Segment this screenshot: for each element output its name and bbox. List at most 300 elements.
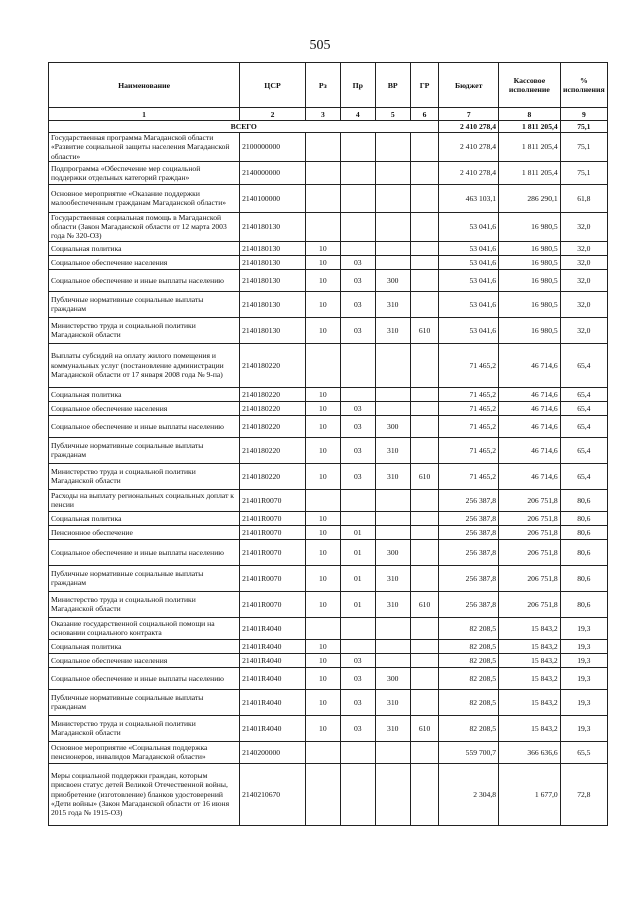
row-gr	[410, 653, 439, 667]
row-gr	[410, 565, 439, 591]
table-row	[49, 667, 608, 689]
row-vr: 310	[375, 463, 410, 489]
row-gr: 610	[410, 591, 439, 617]
row-percent: 80,6	[560, 565, 607, 591]
row-vr	[375, 489, 410, 511]
row-vr	[375, 401, 410, 415]
budget-execution-table	[48, 62, 608, 826]
column-number-row	[49, 108, 608, 121]
row-name: Социальное обеспечение и иные выплаты населению	[49, 269, 240, 291]
row-name: Оказание государственной социальной помощи на основании социального контракта	[49, 617, 240, 639]
row-budget: 71 465,2	[439, 463, 499, 489]
header-cash: Кассовое исполнение	[499, 63, 561, 108]
header-rz: Рз	[305, 63, 340, 108]
row-vr: 300	[375, 415, 410, 437]
row-percent: 19,3	[560, 667, 607, 689]
row-cash: 16 980,5	[499, 291, 561, 317]
row-name: Публичные нормативные социальные выплаты гражданам	[49, 291, 240, 317]
row-rz: 10	[305, 241, 340, 255]
row-percent: 80,6	[560, 591, 607, 617]
row-vr	[375, 741, 410, 763]
row-percent: 80,6	[560, 539, 607, 565]
row-cash: 206 751,8	[499, 525, 561, 539]
table-row	[49, 255, 608, 269]
row-percent: 61,8	[560, 184, 607, 212]
row-pr	[340, 489, 375, 511]
column-number: 4	[340, 108, 375, 121]
row-pr: 01	[340, 525, 375, 539]
row-cash: 15 843,2	[499, 653, 561, 667]
row-cash: 15 843,2	[499, 639, 561, 653]
row-csr: 21401R0070	[240, 525, 306, 539]
row-cash: 46 714,6	[499, 415, 561, 437]
row-pr: 03	[340, 437, 375, 463]
row-gr	[410, 184, 439, 212]
row-name: Подпрограмма «Обеспечение мер социальной поддержки отдельных категорий граждан»	[49, 161, 240, 184]
row-pr: 01	[340, 565, 375, 591]
column-number: 8	[499, 108, 561, 121]
row-csr: 2140180130	[240, 255, 306, 269]
row-budget: 256 387,8	[439, 565, 499, 591]
row-pr	[340, 741, 375, 763]
header-csr: ЦСР	[240, 63, 306, 108]
row-cash: 16 980,5	[499, 255, 561, 269]
row-budget: 53 041,6	[439, 269, 499, 291]
table-row	[49, 591, 608, 617]
row-rz	[305, 617, 340, 639]
row-vr: 310	[375, 591, 410, 617]
row-budget: 256 387,8	[439, 591, 499, 617]
row-csr: 2100000000	[240, 133, 306, 162]
row-percent: 65,4	[560, 415, 607, 437]
row-csr: 21401R4040	[240, 667, 306, 689]
row-budget: 82 208,5	[439, 715, 499, 741]
row-percent: 32,0	[560, 241, 607, 255]
row-gr	[410, 689, 439, 715]
row-pr: 03	[340, 415, 375, 437]
row-name: Государственная программа Магаданской области «Развитие социальной защиты населения Магаданской области»	[49, 133, 240, 162]
row-rz: 10	[305, 415, 340, 437]
row-gr	[410, 741, 439, 763]
row-budget: 2 410 278,4	[439, 133, 499, 162]
row-percent: 32,0	[560, 269, 607, 291]
row-pr: 03	[340, 667, 375, 689]
row-budget: 463 103,1	[439, 184, 499, 212]
row-pr	[340, 133, 375, 162]
row-name: Публичные нормативные социальные выплаты гражданам	[49, 689, 240, 715]
row-gr	[410, 269, 439, 291]
row-percent: 80,6	[560, 525, 607, 539]
row-vr: 310	[375, 715, 410, 741]
row-pr: 03	[340, 255, 375, 269]
row-pr	[340, 161, 375, 184]
row-cash: 16 980,5	[499, 241, 561, 255]
row-percent: 80,6	[560, 489, 607, 511]
row-csr: 2140000000	[240, 161, 306, 184]
row-csr: 2140180220	[240, 387, 306, 401]
column-number: 1	[49, 108, 240, 121]
row-gr	[410, 291, 439, 317]
row-name: Социальное обеспечение и иные выплаты населению	[49, 667, 240, 689]
row-gr	[410, 387, 439, 401]
row-cash: 1 677,0	[499, 763, 561, 825]
row-name: Основное мероприятие «Оказание поддержки малообеспеченным гражданам Магаданской области»	[49, 184, 240, 212]
table-row	[49, 489, 608, 511]
row-pr: 03	[340, 401, 375, 415]
row-budget: 53 041,6	[439, 255, 499, 269]
row-cash: 286 290,1	[499, 184, 561, 212]
row-percent: 32,0	[560, 291, 607, 317]
row-rz: 10	[305, 291, 340, 317]
row-cash: 46 714,6	[499, 401, 561, 415]
row-gr: 610	[410, 463, 439, 489]
row-csr: 2140180220	[240, 343, 306, 387]
table-row	[49, 715, 608, 741]
row-budget: 53 041,6	[439, 317, 499, 343]
row-gr	[410, 415, 439, 437]
row-pr	[340, 241, 375, 255]
row-pr	[340, 763, 375, 825]
row-name: Публичные нормативные социальные выплаты гражданам	[49, 437, 240, 463]
row-csr: 2140180220	[240, 463, 306, 489]
row-cash: 206 751,8	[499, 511, 561, 525]
row-csr: 21401R0070	[240, 511, 306, 525]
row-rz	[305, 184, 340, 212]
row-pr: 03	[340, 291, 375, 317]
column-number: 6	[410, 108, 439, 121]
row-rz: 10	[305, 437, 340, 463]
row-rz: 10	[305, 667, 340, 689]
row-gr	[410, 255, 439, 269]
table-row	[49, 212, 608, 241]
header-gr: ГР	[410, 63, 439, 108]
row-name: Публичные нормативные социальные выплаты гражданам	[49, 565, 240, 591]
row-percent: 19,3	[560, 653, 607, 667]
row-name: Государственная социальная помощь в Магаданской области (Закон Магаданской области от 12 марта 2003 года № 320-ОЗ)	[49, 212, 240, 241]
row-gr	[410, 639, 439, 653]
row-gr	[410, 667, 439, 689]
row-vr: 310	[375, 291, 410, 317]
row-rz	[305, 343, 340, 387]
row-gr: 610	[410, 715, 439, 741]
row-budget: 2 410 278,4	[439, 161, 499, 184]
table-row	[49, 184, 608, 212]
row-rz: 10	[305, 463, 340, 489]
row-budget: 71 465,2	[439, 401, 499, 415]
row-vr	[375, 343, 410, 387]
row-csr: 21401R4040	[240, 617, 306, 639]
row-csr: 21401R0070	[240, 565, 306, 591]
row-rz: 10	[305, 525, 340, 539]
table-row	[49, 639, 608, 653]
table-header-row	[49, 63, 608, 108]
row-budget: 82 208,5	[439, 667, 499, 689]
row-pr	[340, 387, 375, 401]
row-percent: 19,3	[560, 715, 607, 741]
row-rz	[305, 161, 340, 184]
row-name: Выплаты субсидий на оплату жилого помещения и коммунальных услуг (постановление администрации Магаданской области от 17 января 2008 года № 9-па)	[49, 343, 240, 387]
row-pr	[340, 511, 375, 525]
row-vr: 310	[375, 437, 410, 463]
table-row	[49, 437, 608, 463]
row-csr: 2140210670	[240, 763, 306, 825]
row-budget: 53 041,6	[439, 291, 499, 317]
row-gr	[410, 401, 439, 415]
row-percent: 65,5	[560, 741, 607, 763]
row-name: Социальное обеспечение и иные выплаты населению	[49, 415, 240, 437]
row-vr	[375, 511, 410, 525]
row-rz	[305, 133, 340, 162]
row-csr: 21401R0070	[240, 539, 306, 565]
table-row	[49, 511, 608, 525]
row-cash: 46 714,6	[499, 437, 561, 463]
row-budget: 256 387,8	[439, 539, 499, 565]
row-budget: 82 208,5	[439, 617, 499, 639]
row-csr: 2140180130	[240, 212, 306, 241]
row-csr: 2140200000	[240, 741, 306, 763]
row-rz: 10	[305, 255, 340, 269]
row-cash: 15 843,2	[499, 715, 561, 741]
row-percent: 65,4	[560, 387, 607, 401]
row-vr: 300	[375, 667, 410, 689]
row-rz: 10	[305, 565, 340, 591]
row-percent: 72,8	[560, 763, 607, 825]
row-rz: 10	[305, 639, 340, 653]
row-gr: 610	[410, 317, 439, 343]
row-csr: 21401R0070	[240, 489, 306, 511]
row-name: Министерство труда и социальной политики Магаданской области	[49, 715, 240, 741]
table-row	[49, 241, 608, 255]
row-rz	[305, 741, 340, 763]
row-vr	[375, 212, 410, 241]
row-vr	[375, 763, 410, 825]
column-number: 3	[305, 108, 340, 121]
row-cash: 46 714,6	[499, 343, 561, 387]
row-rz: 10	[305, 387, 340, 401]
row-rz	[305, 763, 340, 825]
row-budget: 71 465,2	[439, 387, 499, 401]
row-budget: 256 387,8	[439, 489, 499, 511]
row-csr: 2140180130	[240, 317, 306, 343]
row-name: Социальная политика	[49, 511, 240, 525]
row-pr	[340, 184, 375, 212]
row-cash: 16 980,5	[499, 317, 561, 343]
row-vr: 300	[375, 269, 410, 291]
row-pr: 03	[340, 317, 375, 343]
table-row	[49, 133, 608, 162]
row-name: Министерство труда и социальной политики Магаданской области	[49, 591, 240, 617]
page-number: 505	[309, 38, 331, 53]
total-percent: 75,1	[560, 121, 607, 133]
row-pr: 03	[340, 269, 375, 291]
row-percent: 19,3	[560, 689, 607, 715]
table-row	[49, 401, 608, 415]
row-cash: 46 714,6	[499, 463, 561, 489]
row-percent: 32,0	[560, 255, 607, 269]
row-name: Социальная политика	[49, 241, 240, 255]
table-row	[49, 617, 608, 639]
row-vr	[375, 617, 410, 639]
table-row	[49, 525, 608, 539]
row-pr: 03	[340, 653, 375, 667]
row-rz: 10	[305, 401, 340, 415]
row-gr	[410, 617, 439, 639]
row-gr	[410, 133, 439, 162]
table-row	[49, 653, 608, 667]
row-rz	[305, 489, 340, 511]
row-gr	[410, 212, 439, 241]
row-rz: 10	[305, 539, 340, 565]
row-gr	[410, 161, 439, 184]
row-csr: 21401R4040	[240, 689, 306, 715]
row-gr	[410, 525, 439, 539]
row-cash: 15 843,2	[499, 617, 561, 639]
row-rz: 10	[305, 689, 340, 715]
row-pr: 03	[340, 689, 375, 715]
row-gr	[410, 437, 439, 463]
row-budget: 82 208,5	[439, 689, 499, 715]
row-pr: 03	[340, 463, 375, 489]
column-number: 2	[240, 108, 306, 121]
table-row	[49, 539, 608, 565]
row-percent: 19,3	[560, 639, 607, 653]
table-row	[49, 415, 608, 437]
row-cash: 366 636,6	[499, 741, 561, 763]
row-vr: 310	[375, 317, 410, 343]
row-csr: 2140100000	[240, 184, 306, 212]
row-cash: 46 714,6	[499, 387, 561, 401]
header-pr: Пр	[340, 63, 375, 108]
total-budget: 2 410 278,4	[439, 121, 499, 133]
column-number: 9	[560, 108, 607, 121]
row-name: Пенсионное обеспечение	[49, 525, 240, 539]
row-name: Меры социальной поддержки граждан, которым присвоен статус детей Великой Отечественной войны, приобретение (изготовление) бланков удостоверений «Дети войны» (Закон Магаданской области от 16 июня 2015 года № 1915-ОЗ)	[49, 763, 240, 825]
table-row	[49, 291, 608, 317]
row-name: Социальная политика	[49, 639, 240, 653]
row-vr: 310	[375, 565, 410, 591]
row-budget: 256 387,8	[439, 511, 499, 525]
row-cash: 15 843,2	[499, 689, 561, 715]
row-gr	[410, 511, 439, 525]
row-pr	[340, 212, 375, 241]
row-gr	[410, 343, 439, 387]
row-percent: 75,1	[560, 133, 607, 162]
row-budget: 53 041,6	[439, 212, 499, 241]
row-rz: 10	[305, 653, 340, 667]
row-cash: 206 751,8	[499, 565, 561, 591]
row-pr	[340, 343, 375, 387]
header-budget: Бюджет	[439, 63, 499, 108]
row-rz: 10	[305, 317, 340, 343]
header-vr: ВР	[375, 63, 410, 108]
row-percent: 65,4	[560, 437, 607, 463]
row-csr: 21401R0070	[240, 591, 306, 617]
row-vr: 300	[375, 539, 410, 565]
row-percent: 19,3	[560, 617, 607, 639]
row-cash: 206 751,8	[499, 591, 561, 617]
row-csr: 2140180130	[240, 241, 306, 255]
row-vr	[375, 387, 410, 401]
row-pr: 01	[340, 591, 375, 617]
row-gr	[410, 241, 439, 255]
row-csr: 21401R4040	[240, 639, 306, 653]
row-name: Основное мероприятие «Социальная поддержка пенсионеров, инвалидов Магаданской области»	[49, 741, 240, 763]
row-rz: 10	[305, 715, 340, 741]
row-csr: 2140180130	[240, 269, 306, 291]
row-percent: 32,0	[560, 212, 607, 241]
row-vr	[375, 255, 410, 269]
row-name: Социальная политика	[49, 387, 240, 401]
row-cash: 206 751,8	[499, 489, 561, 511]
table-row	[49, 317, 608, 343]
row-vr	[375, 184, 410, 212]
row-name: Социальное обеспечение населения	[49, 255, 240, 269]
row-gr	[410, 489, 439, 511]
row-name: Социальное обеспечение и иные выплаты населению	[49, 539, 240, 565]
row-rz: 10	[305, 269, 340, 291]
row-name: Социальное обеспечение населения	[49, 653, 240, 667]
table-row	[49, 763, 608, 825]
row-name: Министерство труда и социальной политики Магаданской области	[49, 317, 240, 343]
row-vr	[375, 639, 410, 653]
table-row	[49, 269, 608, 291]
row-rz	[305, 212, 340, 241]
row-cash: 15 843,2	[499, 667, 561, 689]
header-percent: % исполнения	[560, 63, 607, 108]
row-budget: 53 041,6	[439, 241, 499, 255]
row-percent: 80,6	[560, 511, 607, 525]
row-cash: 1 811 205,4	[499, 161, 561, 184]
row-percent: 65,4	[560, 343, 607, 387]
row-csr: 2140180220	[240, 415, 306, 437]
row-budget: 82 208,5	[439, 653, 499, 667]
table-row	[49, 343, 608, 387]
row-csr: 2140180220	[240, 401, 306, 415]
row-cash: 206 751,8	[499, 539, 561, 565]
total-cash: 1 811 205,4	[499, 121, 561, 133]
row-pr	[340, 617, 375, 639]
table-row	[49, 565, 608, 591]
row-name: Расходы на выплату региональных социальных доплат к пенсии	[49, 489, 240, 511]
row-cash: 16 980,5	[499, 212, 561, 241]
row-name: Социальное обеспечение населения	[49, 401, 240, 415]
row-csr: 21401R4040	[240, 653, 306, 667]
row-vr: 310	[375, 689, 410, 715]
total-label: ВСЕГО	[49, 121, 439, 133]
row-cash: 16 980,5	[499, 269, 561, 291]
row-gr	[410, 763, 439, 825]
row-name: Министерство труда и социальной политики Магаданской области	[49, 463, 240, 489]
table-row	[49, 161, 608, 184]
row-budget: 2 304,8	[439, 763, 499, 825]
row-percent: 75,1	[560, 161, 607, 184]
row-pr: 01	[340, 539, 375, 565]
column-number: 5	[375, 108, 410, 121]
header-name: Наименование	[49, 63, 240, 108]
row-budget: 82 208,5	[439, 639, 499, 653]
row-vr	[375, 133, 410, 162]
row-percent: 32,0	[560, 317, 607, 343]
row-csr: 2140180130	[240, 291, 306, 317]
table-row	[49, 463, 608, 489]
row-budget: 559 700,7	[439, 741, 499, 763]
row-budget: 71 465,2	[439, 437, 499, 463]
row-csr: 21401R4040	[240, 715, 306, 741]
row-csr: 2140180220	[240, 437, 306, 463]
row-percent: 65,4	[560, 401, 607, 415]
column-number: 7	[439, 108, 499, 121]
row-budget: 71 465,2	[439, 415, 499, 437]
